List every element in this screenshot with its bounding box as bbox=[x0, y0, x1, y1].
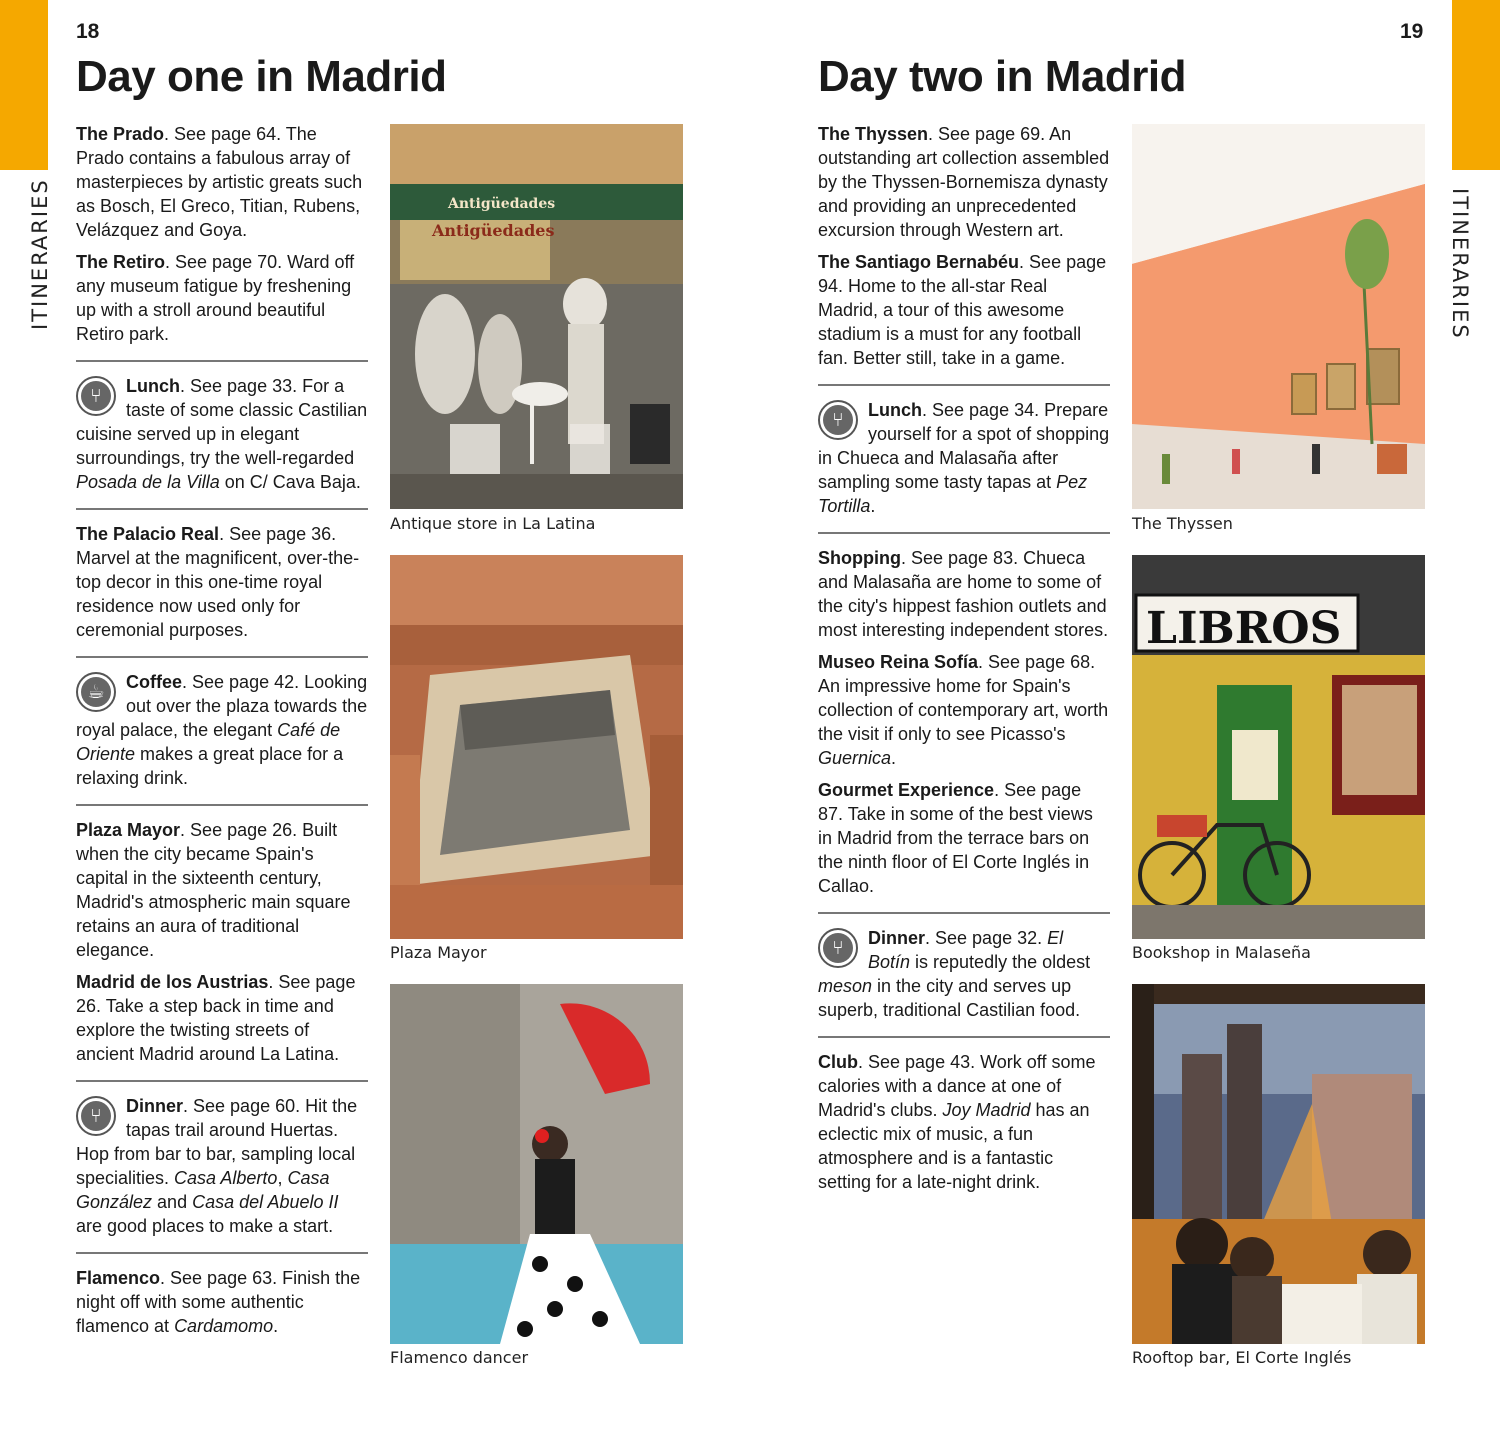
entry-text: are good places to make a start. bbox=[76, 1216, 334, 1236]
entry-text: . See page 68. An impressive home for Spain's collection of contemporary art, worth the visit if only to see Picasso's bbox=[818, 652, 1109, 744]
entry-venue: Guernica bbox=[818, 748, 892, 768]
divider bbox=[818, 1036, 1110, 1038]
entry-text: has an eclectic mix of music, a fun atmosphere and is a fantastic setting for a late-night drink. bbox=[818, 1100, 1090, 1192]
entry-heading: Dinner bbox=[868, 928, 926, 948]
entry-club bbox=[818, 1050, 1110, 1194]
entry-prado bbox=[76, 122, 368, 242]
photo-flamenco-dancer bbox=[390, 984, 683, 1344]
divider bbox=[818, 912, 1110, 914]
photo-bookshop bbox=[1132, 555, 1425, 939]
divider bbox=[76, 1252, 368, 1254]
entry-text: makes a great place for a relaxing drink. bbox=[76, 744, 344, 788]
entry-text: . bbox=[870, 496, 876, 516]
entry-heading: Gourmet Experience bbox=[818, 780, 995, 800]
entry-dinner-box bbox=[818, 926, 1110, 1022]
entry-text: . See page 42. Looking out over the plaza towards the royal palace, the elegant bbox=[76, 672, 368, 740]
antique-sign-upper: Antigüedades bbox=[448, 196, 556, 212]
entry-bernabeu bbox=[818, 250, 1110, 370]
entry-text: . See page 26. Take a step back in time and explore the twisting streets of ancient Madrid around La Latina. bbox=[76, 972, 356, 1064]
entry-text: . See page 34. Prepare yourself for a spot of shopping in Chueca and Malasaña after sampling some tasty tapas at bbox=[818, 400, 1110, 492]
fork-knife-icon: ⑂ bbox=[818, 928, 858, 968]
entry-heading: The Retiro bbox=[76, 252, 166, 272]
entry-gourmet-experience bbox=[818, 778, 1110, 898]
entry-thyssen bbox=[818, 122, 1110, 242]
entry-text: is reputedly the oldest bbox=[910, 952, 1091, 972]
entry-text: . See page 26. Built when the city became Spain's capital in the sixteenth century, Madrid's atmospheric main square retains an aura of traditional elegance. bbox=[76, 820, 351, 960]
photo-rooftop-bar bbox=[1132, 984, 1425, 1344]
fork-knife-icon: ⑂ bbox=[76, 376, 116, 416]
divider bbox=[818, 532, 1110, 534]
section-tab-right bbox=[1452, 0, 1500, 170]
section-tab-left bbox=[0, 0, 48, 170]
side-label-right: ITINERARIES bbox=[1448, 188, 1472, 340]
entry-heading: The Santiago Bernabéu bbox=[818, 252, 1020, 272]
divider bbox=[76, 1080, 368, 1082]
entry-heading: The Prado bbox=[76, 124, 165, 144]
entry-heading: Flamenco bbox=[76, 1268, 161, 1288]
entry-venue: Joy Madrid bbox=[942, 1100, 1031, 1120]
entry-heading: Plaza Mayor bbox=[76, 820, 181, 840]
entry-heading: Club bbox=[818, 1052, 858, 1072]
entry-palacio-real bbox=[76, 522, 368, 642]
entry-heading: Dinner bbox=[126, 1096, 184, 1116]
entry-plaza-mayor bbox=[76, 818, 368, 962]
caption-flamenco-dancer: Flamenco dancer bbox=[390, 1348, 529, 1367]
entry-venue: El Botín bbox=[868, 928, 1064, 972]
entry-text: and bbox=[152, 1192, 193, 1212]
entry-venue: Posada de la Villa bbox=[76, 472, 220, 492]
entry-venue: Cardamomo bbox=[174, 1316, 274, 1336]
caption-bookshop: Bookshop in Malaseña bbox=[1132, 943, 1311, 962]
caption-plaza-mayor: Plaza Mayor bbox=[390, 943, 487, 962]
entry-text: . See page 63. Finish the night off with some authentic flamenco at bbox=[76, 1268, 361, 1336]
caption-rooftop-bar: Rooftop bar, El Corte Inglés bbox=[1132, 1348, 1352, 1367]
caption-antique-store: Antique store in La Latina bbox=[390, 514, 596, 533]
entry-text: . See page 69. An outstanding art collection assembled by the Thyssen-Bornemisza dynasty and providing an unprecedented excursion through Western art. bbox=[818, 124, 1110, 240]
side-label-left: ITINERARIES bbox=[28, 178, 52, 330]
entry-heading: The Palacio Real bbox=[76, 524, 220, 544]
entry-text: . bbox=[273, 1316, 279, 1336]
entry-coffee-box bbox=[76, 670, 368, 790]
entry-text: . bbox=[891, 748, 897, 768]
divider bbox=[76, 508, 368, 510]
entry-venue: Casa Alberto bbox=[174, 1168, 278, 1188]
caption-thyssen: The Thyssen bbox=[1132, 514, 1233, 533]
entry-venue: meson bbox=[818, 976, 873, 996]
page-title-right: Day two in Madrid bbox=[818, 52, 1186, 101]
photo-plaza-mayor bbox=[390, 555, 683, 939]
entry-text: . See page 64. The Prado contains a fabulous array of masterpieces by artistic greats such as Bosch, El Greco, Titian, Rubens, Velázquez and Goya. bbox=[76, 124, 363, 240]
entry-flamenco bbox=[76, 1266, 368, 1338]
antique-sign-lower: Antigüedades bbox=[432, 221, 555, 240]
entry-text: . See page 87. Take in some of the best views in Madrid from the terrace bars on the ninth floor of El Corte Inglés in Callao. bbox=[818, 780, 1093, 896]
right-text-column bbox=[818, 122, 1110, 1202]
page-number-right: 19 bbox=[1400, 20, 1424, 43]
entry-venue: Casa del Abuelo II bbox=[192, 1192, 339, 1212]
entry-heading: Lunch bbox=[868, 400, 922, 420]
photo-antique-store bbox=[390, 124, 683, 509]
fork-knife-icon: ⑂ bbox=[818, 400, 858, 440]
entry-venue: Café de Oriente bbox=[76, 720, 341, 764]
entry-text: . See page 70. Ward off any museum fatigue by freshening up with a stroll around beautiful Retiro park. bbox=[76, 252, 355, 344]
entry-lunch-box bbox=[76, 374, 368, 494]
divider bbox=[76, 656, 368, 658]
page-title-left: Day one in Madrid bbox=[76, 52, 447, 101]
entry-dinner-box bbox=[76, 1094, 368, 1238]
entry-text: . See page 83. Chueca and Malasaña are home to some of the city's hippest fashion outlets and most interesting independent stores. bbox=[818, 548, 1109, 640]
entry-heading: The Thyssen bbox=[818, 124, 929, 144]
entry-shopping bbox=[818, 546, 1110, 642]
divider bbox=[818, 384, 1110, 386]
entry-text: . See page 43. Work off some calories with a dance at one of Madrid's clubs. bbox=[818, 1052, 1096, 1120]
left-text-column bbox=[76, 122, 368, 1346]
entry-venue: Casa González bbox=[76, 1168, 330, 1212]
entry-madrid-austrias bbox=[76, 970, 368, 1066]
entry-heading: Lunch bbox=[126, 376, 180, 396]
entry-text: on C/ Cava Baja. bbox=[219, 472, 361, 492]
entry-heading: Madrid de los Austrias bbox=[76, 972, 269, 992]
libros-sign: LIBROS bbox=[1146, 603, 1342, 654]
entry-retiro bbox=[76, 250, 368, 346]
entry-lunch-box bbox=[818, 398, 1110, 518]
entry-text: . See page 60. Hit the tapas trail around Huertas. Hop from bar to bar, sampling local specialities. bbox=[76, 1096, 358, 1188]
divider bbox=[76, 804, 368, 806]
divider bbox=[76, 360, 368, 362]
entry-reina-sofia bbox=[818, 650, 1110, 770]
entry-heading: Coffee bbox=[126, 672, 183, 692]
entry-text: . See page 33. For a taste of some classic Castilian cuisine served up in elegant surroundings, try the well-regarded bbox=[76, 376, 368, 468]
coffee-cup-icon: ☕ bbox=[76, 672, 116, 712]
photo-thyssen bbox=[1132, 124, 1425, 509]
entry-text: , bbox=[277, 1168, 288, 1188]
entry-text: . See page 32. bbox=[925, 928, 1048, 948]
entry-text: . See page 36. Marvel at the magnificent, over-the-top decor in this one-time royal residence now used only for ceremonial purposes. bbox=[76, 524, 360, 640]
entry-heading: Shopping bbox=[818, 548, 901, 568]
fork-knife-icon: ⑂ bbox=[76, 1096, 116, 1136]
entry-text: . See page 94. Home to the all-star Real Madrid, a tour of this awesome stadium is a must for any football fan. Better still, take in a game. bbox=[818, 252, 1107, 368]
page-number-left: 18 bbox=[76, 20, 100, 43]
entry-heading: Museo Reina Sofía bbox=[818, 652, 979, 672]
entry-text: in the city and serves up superb, traditional Castilian food. bbox=[818, 976, 1081, 1020]
entry-venue: Pez Tortilla bbox=[818, 472, 1088, 516]
